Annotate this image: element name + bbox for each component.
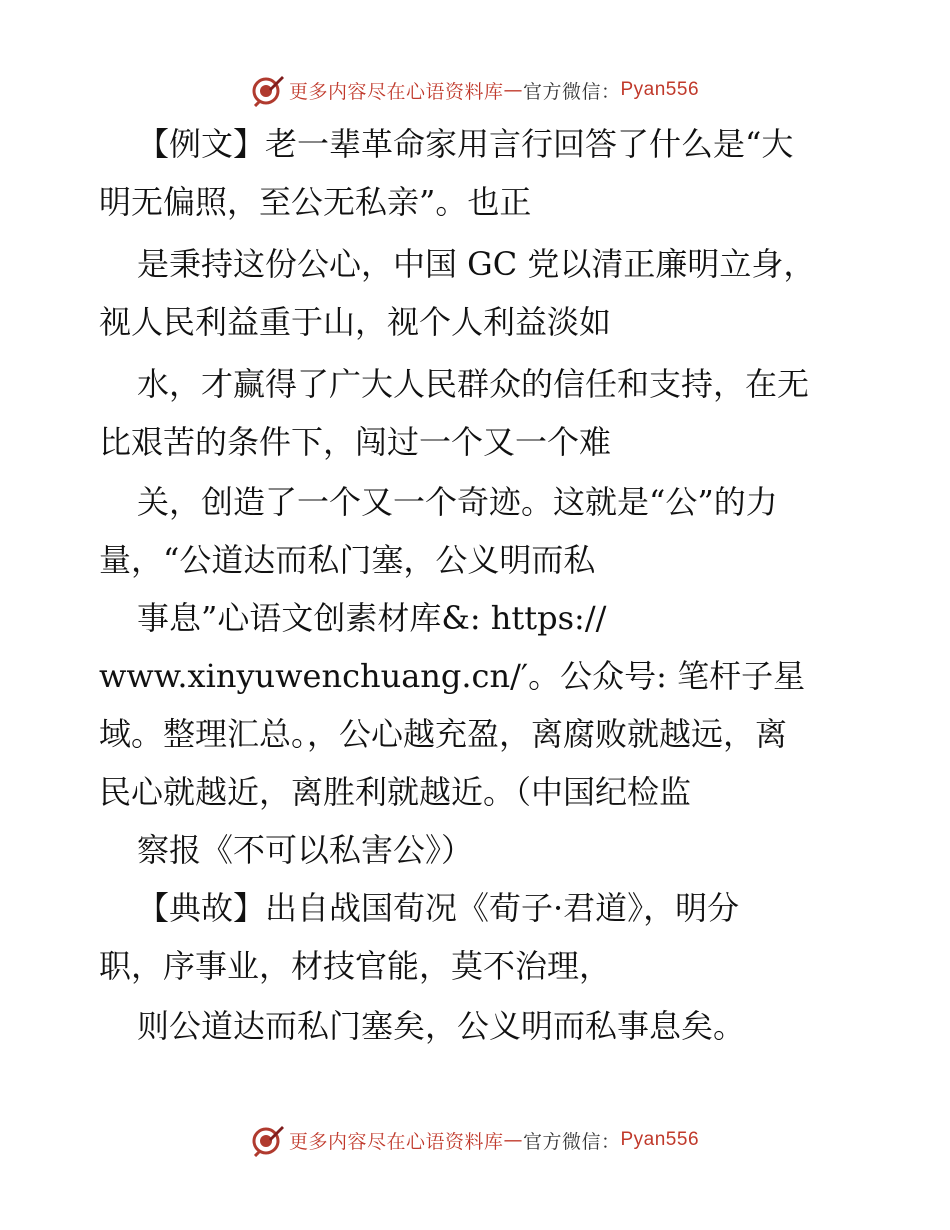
body-line: 【例文】老一辈革命家用言行回答了什么是“大 (137, 125, 794, 163)
watermark-wechat-label: 官方微信： (522, 1130, 621, 1153)
body-line: 水，才赢得了广大人民群众的信任和支持，在无 (137, 365, 810, 403)
footer-watermark (0, 1120, 950, 1160)
body-line: 事息”心语文创素材库&: https:// (137, 599, 607, 637)
body-line: 是秉持这份公心，中国 GC 党以清正廉明立身， (137, 245, 816, 283)
body-line: 职，序事业，材技官能，莫不治理， (99, 947, 612, 985)
pen-logo-icon (251, 1123, 285, 1157)
pen-logo-icon (251, 73, 285, 107)
body-line: 关，创造了一个又一个奇迹。这就是“公”的力 (137, 483, 778, 521)
watermark-dash: — (503, 1129, 523, 1151)
watermark-dash: — (503, 79, 523, 101)
watermark-text: 更多内容尽在心语资料库 (288, 1130, 504, 1153)
body-line: 民心就越近，离胜利就越近。（中国纪检监 (99, 773, 692, 811)
header-watermark (0, 70, 950, 110)
watermark-text: 更多内容尽在心语资料库 (288, 80, 504, 103)
body-line: 【典故】出自战国荀况《荀子·君道》，明分 (137, 889, 740, 927)
watermark-wechat-label: 官方微信： (522, 80, 621, 103)
body-line: 量，“公道达而私门塞，公义明而私 (99, 541, 596, 579)
body-line: 比艰苦的条件下，闯过一个又一个难 (99, 423, 612, 461)
body-line: 察报《不可以私害公》） (137, 831, 474, 869)
body-line: 域。整理汇总。，公心越充盈，离腐败就越远，离 (99, 715, 788, 753)
watermark-wechat-handle: Pyan556 (620, 1129, 700, 1150)
body-line: 明无偏照，至公无私亲”。也正 (99, 183, 532, 221)
body-line: 视人民利益重于山，视个人利益淡如 (99, 303, 612, 341)
body-line: www.xinyuwenchuang.cn/′。公众号: 笔杆子星 (99, 657, 806, 695)
body-line: 则公道达而私门塞矣，公义明而私事息矣。 (137, 1007, 746, 1045)
watermark-wechat-handle: Pyan556 (620, 79, 700, 100)
